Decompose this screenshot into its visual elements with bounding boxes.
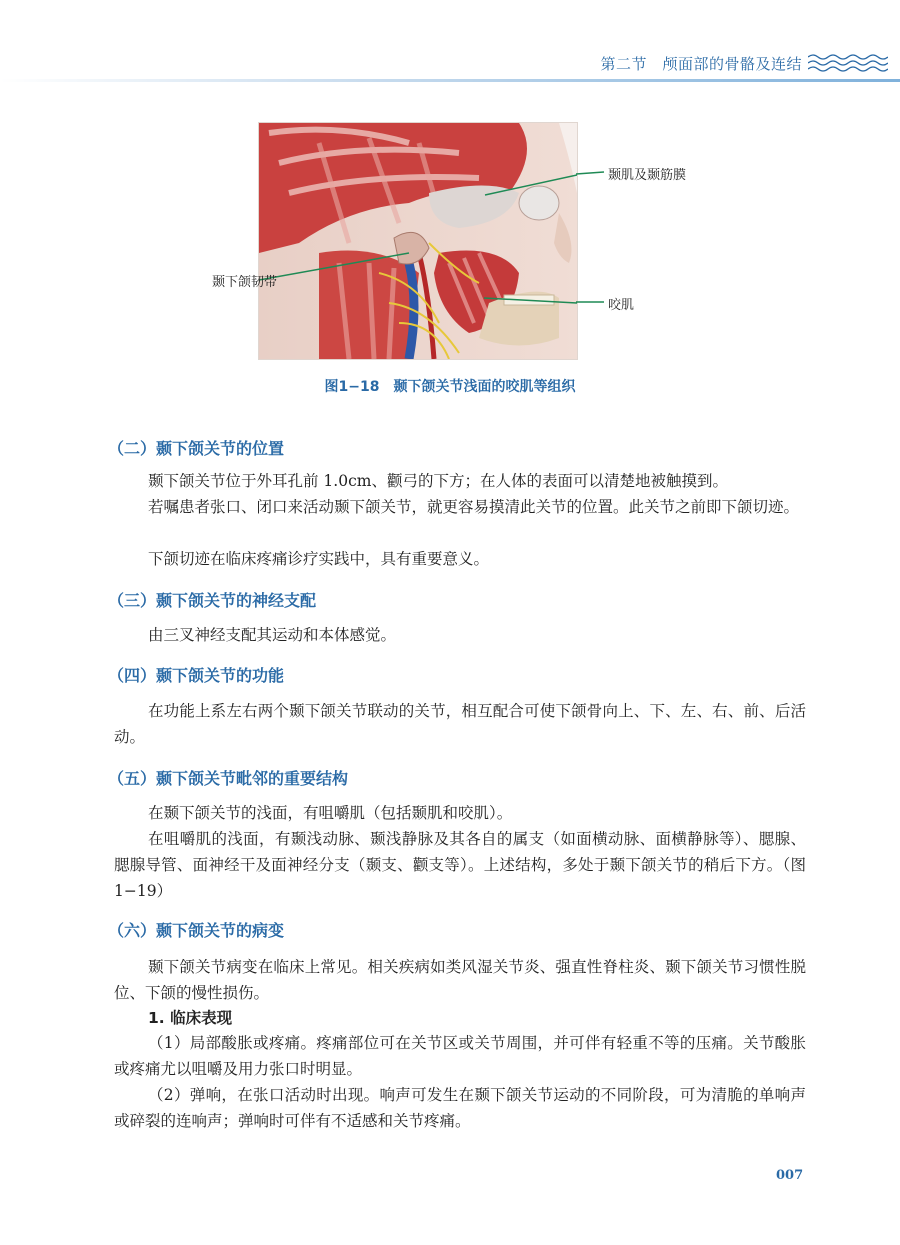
wave-ornament-icon bbox=[808, 52, 888, 74]
label-temporomandibular-ligament: 颞下颌韧带 bbox=[212, 275, 278, 290]
paragraph: 颞下颌关节病变在临床上常见。相关疾病如类风湿关节炎、强直性脊柱炎、颞下颌关节习惯性脱位、下颌的慢性损伤。 bbox=[114, 958, 806, 1002]
header-rule bbox=[0, 79, 900, 82]
heading-tmj-lesions: （六）颞下颌关节的病变 bbox=[108, 921, 285, 940]
paragraph: 在颞下颌关节的浅面，有咀嚼肌（包括颞肌和咬肌）。 bbox=[148, 804, 513, 822]
heading-tmj-function: （四）颞下颌关节的功能 bbox=[108, 666, 285, 685]
figure-caption: 图1−18 颞下颌关节浅面的咬肌等组织 bbox=[324, 379, 576, 395]
label-masseter: 咬肌 bbox=[608, 298, 635, 313]
running-header bbox=[600, 48, 888, 78]
paragraph: （1）局部酸胀或疼痛。疼痛部位可在关节区或关节周围，并可伴有轻重不等的压痛。关节酸胀或疼痛尤以咀嚼及用力张口时明显。 bbox=[114, 1034, 806, 1078]
page-number: 007 bbox=[776, 1168, 804, 1183]
heading-tmj-position: （二）颞下颌关节的位置 bbox=[108, 439, 285, 458]
paragraph: 在咀嚼肌的浅面，有颞浅动脉、颞浅静脉及其各自的属支（如面横动脉、面横静脉等）、腮腺、腮腺导管、面神经干及面神经分支（颞支、颧支等）。上述结构，多处于颞下颌关节的稍后下方。（图 1−19） bbox=[114, 830, 806, 900]
paragraph: 下颌切迹在临床疼痛诊疗实践中，具有重要意义。 bbox=[148, 550, 490, 568]
head-muscles-drawing bbox=[259, 123, 577, 359]
heading-tmj-adjacent-structures: （五）颞下颌关节毗邻的重要结构 bbox=[108, 769, 349, 788]
paragraph: 若嘱患者张口、闭口来活动颞下颌关节，就更容易摸清此关节的位置。此关节之前即下颌切迹。 bbox=[148, 498, 800, 516]
header-title: 第二节 颅面部的骨骼及连结 bbox=[600, 54, 802, 73]
paragraph: 由三叉神经支配其运动和本体感觉。 bbox=[148, 626, 397, 644]
anatomy-illustration bbox=[258, 122, 578, 360]
pointer-lines-right bbox=[576, 160, 606, 320]
heading-tmj-innervation: （三）颞下颌关节的神经支配 bbox=[108, 591, 317, 610]
paragraph: （2）弹响，在张口活动时出现。响声可发生在颞下颌关节运动的不同阶段，可为清脆的单响声或碎裂的连响声；弹响时可伴有不适感和关节疼痛。 bbox=[114, 1086, 806, 1130]
paragraph: 颞下颌关节位于外耳孔前 1.0cm、颧弓的下方；在人体的表面可以清楚地被触摸到。 bbox=[148, 472, 728, 490]
paragraph: 在功能上系左右两个颞下颌关节联动的关节，相互配合可使下颌骨向上、下、左、右、前、后活动。 bbox=[114, 702, 806, 746]
subheading-clinical-manifestations: 1. 临床表现 bbox=[148, 1009, 233, 1027]
label-temporalis-fascia: 颞肌及颞筋膜 bbox=[608, 168, 687, 183]
